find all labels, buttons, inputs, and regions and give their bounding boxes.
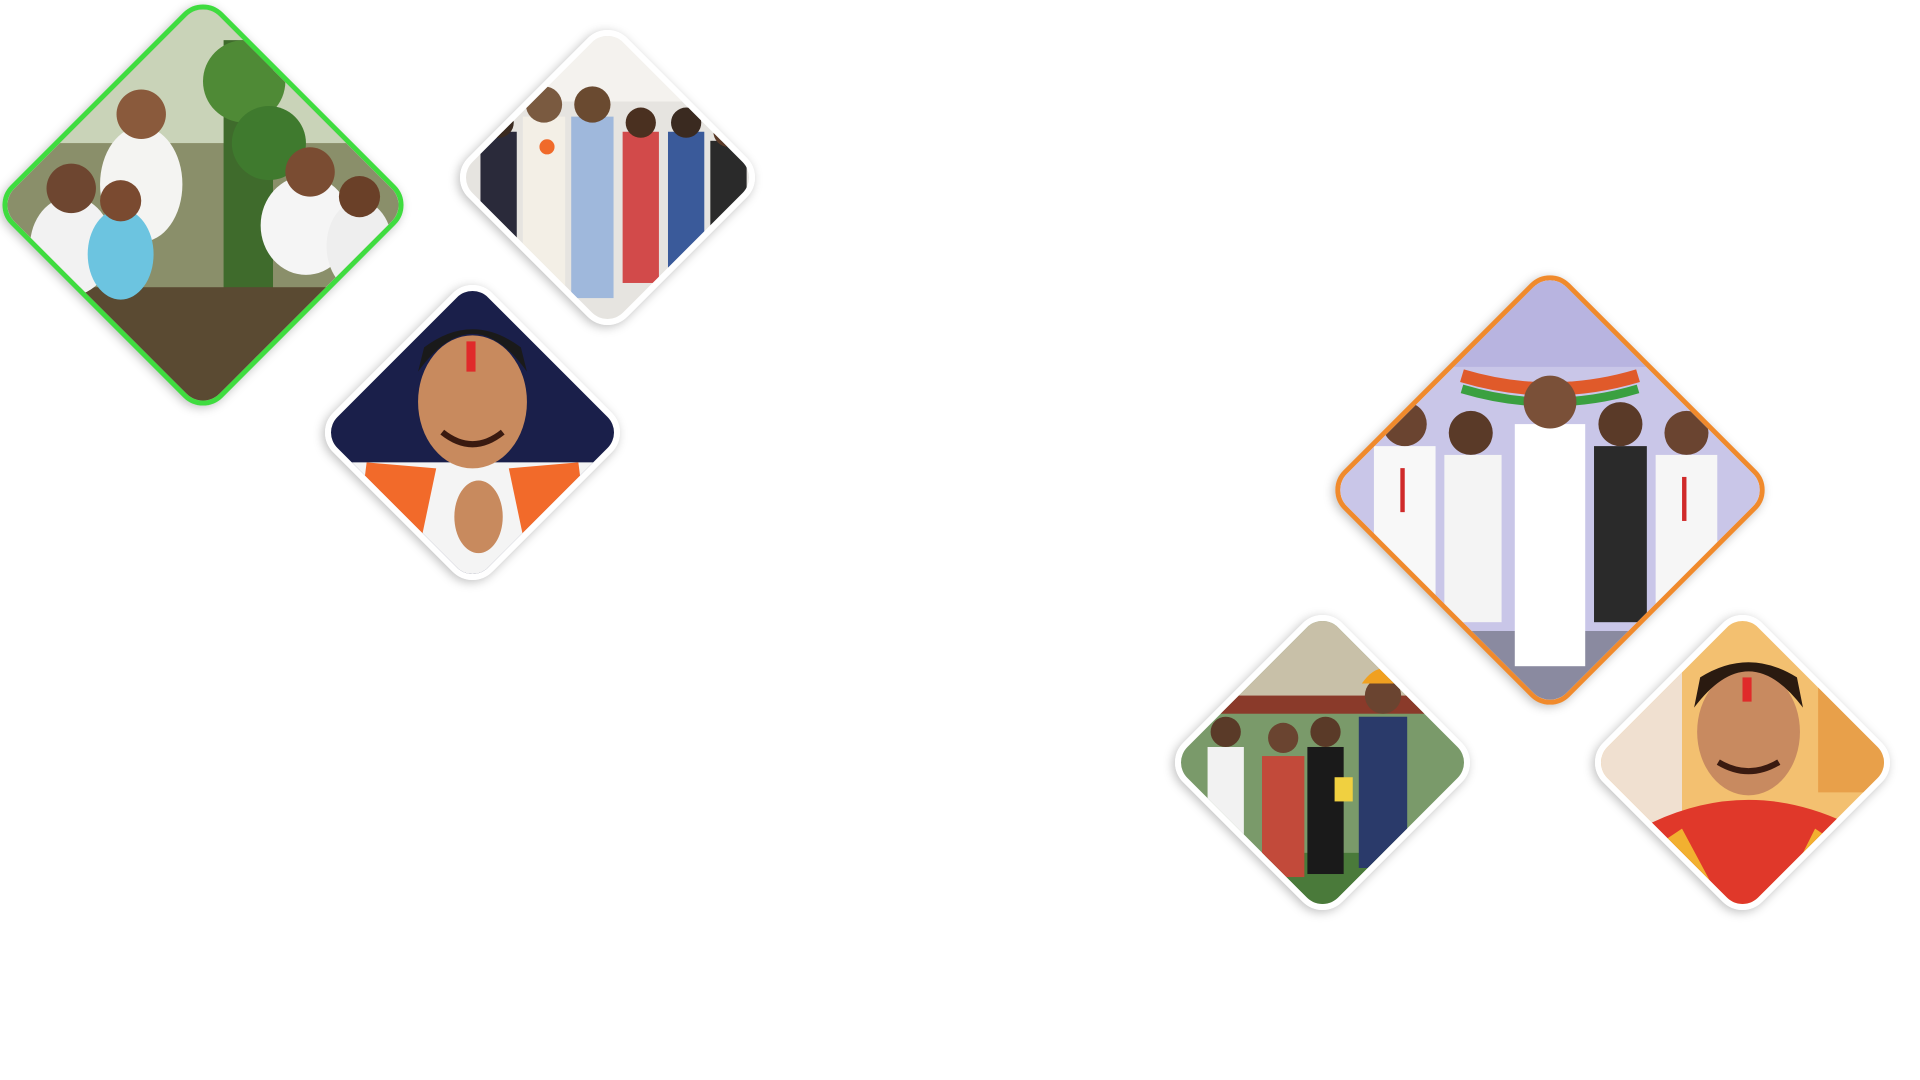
tree-planting-image (0, 0, 409, 411)
felicitation-ceremony-image (1171, 611, 1473, 913)
photo-leader-smiling-saffron-shawl (1583, 603, 1901, 921)
leader-smiling-saffron-shawl-image (1591, 611, 1893, 913)
photo-group-with-students (448, 18, 766, 336)
photo-felicitation-ceremony (1163, 603, 1481, 921)
group-with-students-image (456, 26, 758, 328)
leader-greeting-image (321, 281, 623, 583)
photo-tree-planting (0, 0, 415, 417)
photo-leader-greeting (313, 273, 631, 591)
badge-text: B.J.P (381, 531, 426, 552)
